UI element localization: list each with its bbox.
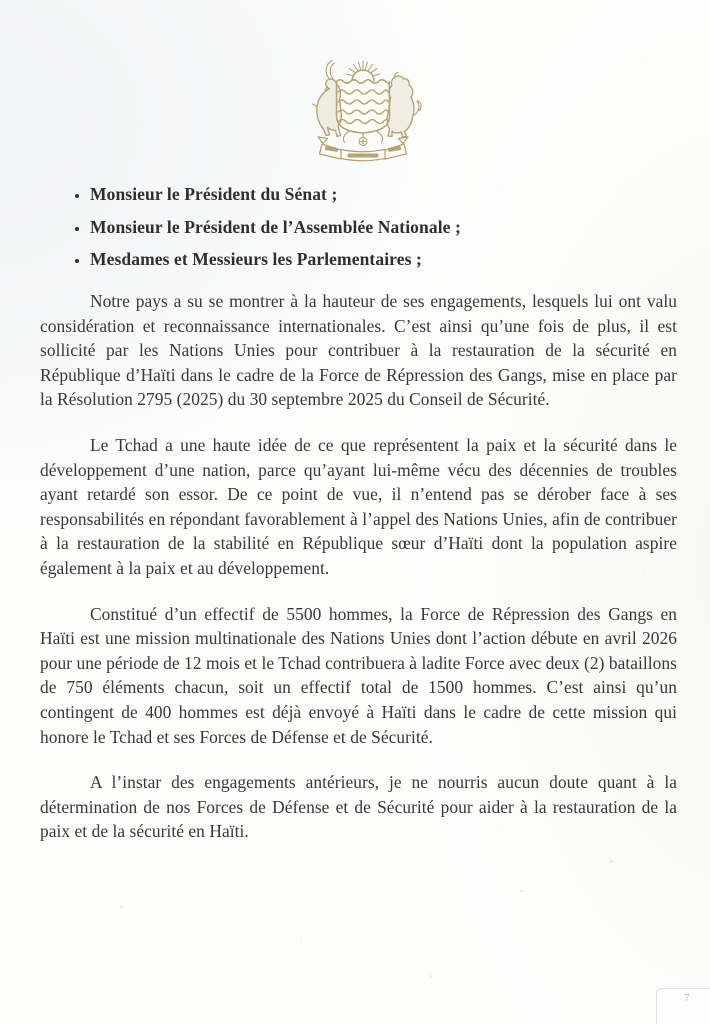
scan-speck — [300, 940, 302, 942]
scan-speck — [120, 905, 123, 908]
paragraph-engagements: Notre pays a su se montrer à la hauteur de ses engagements, lesquels lui ont valu considération et reconnaissance internationales. C’est ainsi qu’une fois de plus, il est sollicité par les Nations Unies pour contribuer à la restauration de la sécurité en République d’Haïti dans le cadre de la Force de Répression des Gangs, mise en place par la Résolution 2795 (2025) du 30 septembre 2025 du Conseil de Sécurité. — [40, 291, 677, 410]
salutation-item — [90, 248, 690, 271]
scan-speck — [430, 975, 432, 978]
speech-body — [40, 289, 677, 865]
page-number: 7 — [684, 993, 690, 1004]
salutation-text: Monsieur le Président de l’Assemblée Nationale ; — [90, 216, 461, 237]
scan-speck — [610, 860, 613, 863]
salutation-item — [90, 183, 690, 206]
paragraph-determination: A l’instar des engagements antérieurs, je ne nourris aucun doute quant à la détermination de nos Forces de Défense et de Sécurité pour aider à la restauration de la paix et de la sécurité en Haïti. — [40, 772, 677, 842]
salutation-item — [90, 216, 690, 239]
paragraph-force-effectifs: Constitué d’un effectif de 5500 hommes, la Force de Répression des Gangs en Haïti est une mission multinationale des Nations Unies dont l’action débute en avril 2026 pour une période de 12 mois et le Tchad contribuera à ladite Force avec deux (2) bataillons de 750 éléments chacun, soit un effectif total de 1500 hommes. C’est ainsi qu’un contingent de 400 hommes est déjà envoyé à Haïti dans le cadre de cette mission qui honore le Tchad et ses Forces de Défense et de Sécurité. — [40, 603, 677, 747]
salutation-list — [66, 183, 690, 281]
paragraph-paix-securite: Le Tchad a une haute idée de ce que représentent la paix et la sécurité dans le développement d’une nation, parce qu’ayant lui-même vécu des décennies de troubles ayant retardé son essor. De ce point de vue, il n’entend pas se dérober face à ses responsabilités en répondant favorablement à l’appel des Nations Unies, afin de contribuer à la restauration de la stabilité en République sœur d’Haïti dont la population aspire également à la paix et au développement. — [40, 434, 677, 578]
page-corner-mark — [656, 988, 710, 1024]
scan-speck — [520, 890, 523, 892]
salutation-text: Monsieur le Président du Sénat ; — [90, 184, 338, 204]
salutation-text: Mesdames et Messieurs les Parlementaires ; — [90, 249, 422, 269]
chad-coat-of-arms-icon — [288, 52, 438, 168]
